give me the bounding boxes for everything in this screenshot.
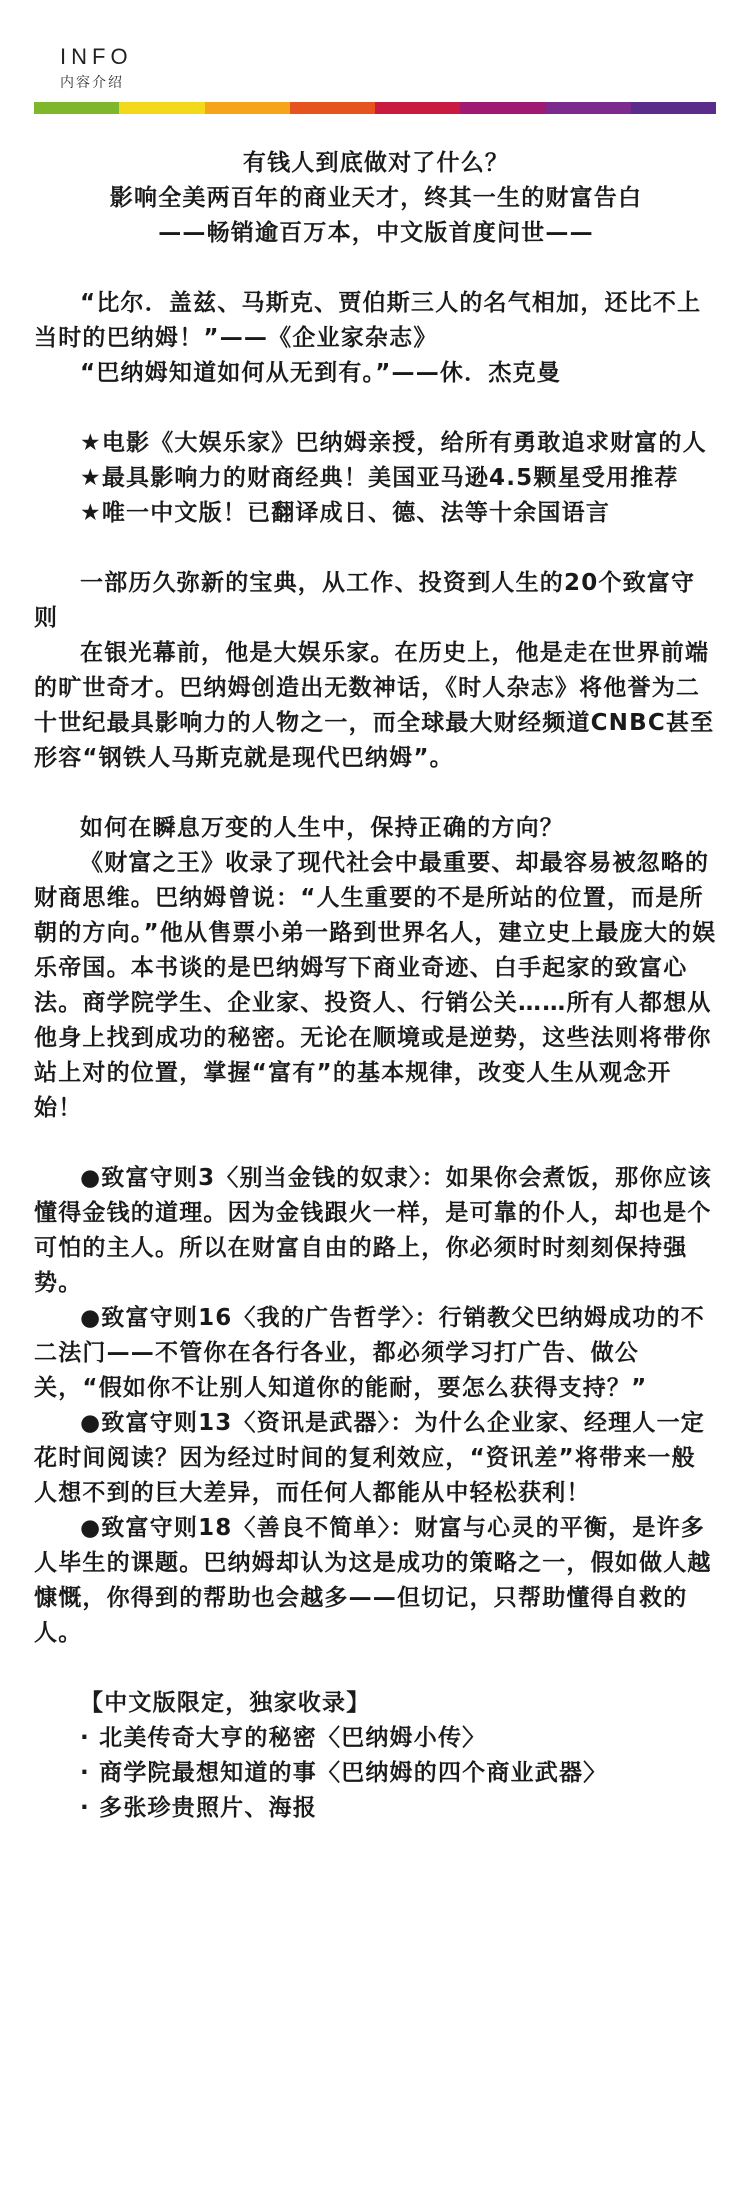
bonus-item-business-weapons: · 商学院最想知道的事〈巴纳姆的四个商业武器〉 — [80, 1760, 608, 1786]
bonus-item-photos: · 多张珍贵照片、海报 — [80, 1795, 317, 1821]
spacer — [34, 1651, 718, 1686]
color-segment — [205, 102, 290, 114]
color-segment — [290, 102, 375, 114]
rule-3: ●致富守则3〈别当金钱的奴隶〉：如果你会煮饭，那你应该懂得金钱的道理。因为金钱跟火一样，是可靠的仆人，却也是个可怕的主人。所以在财富自由的路上，你必须时时刻刻保持强势。 — [34, 1165, 712, 1296]
article-body — [34, 146, 718, 1826]
color-segment — [375, 102, 460, 114]
highlight-translations: ★唯一中文版！已翻译成日、德、法等十余国语言 — [80, 500, 611, 526]
bonus-heading: 【中文版限定，独家收录】 — [80, 1690, 371, 1716]
spacer — [34, 776, 718, 811]
section-question-direction: 如何在瞬息万变的人生中，保持正确的方向？ — [80, 815, 564, 841]
intro-tagline: ——畅销逾百万本，中文版首度问世—— — [158, 220, 594, 246]
book-description-paragraph: 《财富之王》收录了现代社会中最重要、却最容易被忽略的财商思维。巴纳姆曾说：“人生重要的不是所站的位置，而是所朝的方向。”他从售票小弟一路到世界名人，建立史上最庞大的娱乐帝国。本书谈的是巴纳姆写下商业奇迹、白手起家的致富心法。商学院学生、企业家、投资人、行销公关……所有人都想从他身上找到成功的秘密。无论在顺境或是逆势，这些法则将带你站上对的位置，掌握“富有”的基本规律，改变人生从观念开始！ — [34, 850, 717, 1121]
rainbow-divider — [34, 102, 716, 114]
barnum-bio-paragraph: 在银光幕前，他是大娱乐家。在历史上，他是走在世界前端的旷世奇才。巴纳姆创造出无数神话，《时人杂志》将他誉为二十世纪最具影响力的人物之一，而全球最大财经频道CNBC甚至形容“钢铁人马斯克就是现代巴纳姆”。 — [34, 640, 715, 771]
bonus-item-biography: · 北美传奇大亨的秘密〈巴纳姆小传〉 — [80, 1725, 487, 1751]
header — [60, 44, 133, 92]
spacer — [34, 391, 718, 426]
spacer — [34, 531, 718, 566]
intro-question: 有钱人到底做对了什么？ — [242, 150, 510, 176]
header-title-en: INFO — [60, 44, 133, 69]
rule-16: ●致富守则16〈我的广告哲学〉：行销教父巴纳姆成功的不二法门——不管你在各行各业，都必须学习打广告、做公关，“假如你不让别人知道你的能耐，要怎么获得支持？” — [34, 1305, 705, 1401]
color-segment — [546, 102, 631, 114]
spacer — [34, 251, 718, 286]
rule-18: ●致富守则18〈善良不简单〉：财富与心灵的平衡，是许多人毕生的课题。巴纳姆却认为这是成功的策略之一，假如做人越慷慨，你得到的帮助也会越多——但切记，只帮助懂得自救的人。 — [34, 1515, 712, 1646]
color-segment — [119, 102, 204, 114]
section-title-rules: 一部历久弥新的宝典，从工作、投资到人生的20个致富守则 — [34, 570, 696, 631]
rule-13: ●致富守则13〈资讯是武器〉：为什么企业家、经理人一定花时间阅读？因为经过时间的复利效应，“资讯差”将带来一般人想不到的巨大差异，而任何人都能从中轻松获利！ — [34, 1410, 705, 1506]
highlight-amazon: ★最具影响力的财商经典！美国亚马逊4.5颗星受用推荐 — [80, 465, 679, 491]
color-segment — [631, 102, 716, 114]
header-title-cn: 内容介绍 — [60, 75, 124, 91]
quote-forbes: “比尔．盖兹、马斯克、贾伯斯三人的名气相加，还比不上当时的巴纳姆！”——《企业家杂志》 — [34, 290, 702, 351]
spacer — [34, 1126, 718, 1161]
intro-subtitle: 影响全美两百年的商业天才，终其一生的财富告白 — [109, 185, 643, 211]
quote-jackman: “巴纳姆知道如何从无到有。”——休．杰克曼 — [80, 360, 561, 386]
highlight-movie: ★电影《大娱乐家》巴纳姆亲授，给所有勇敢追求财富的人 — [80, 430, 707, 456]
color-segment — [34, 102, 119, 114]
color-segment — [460, 102, 545, 114]
